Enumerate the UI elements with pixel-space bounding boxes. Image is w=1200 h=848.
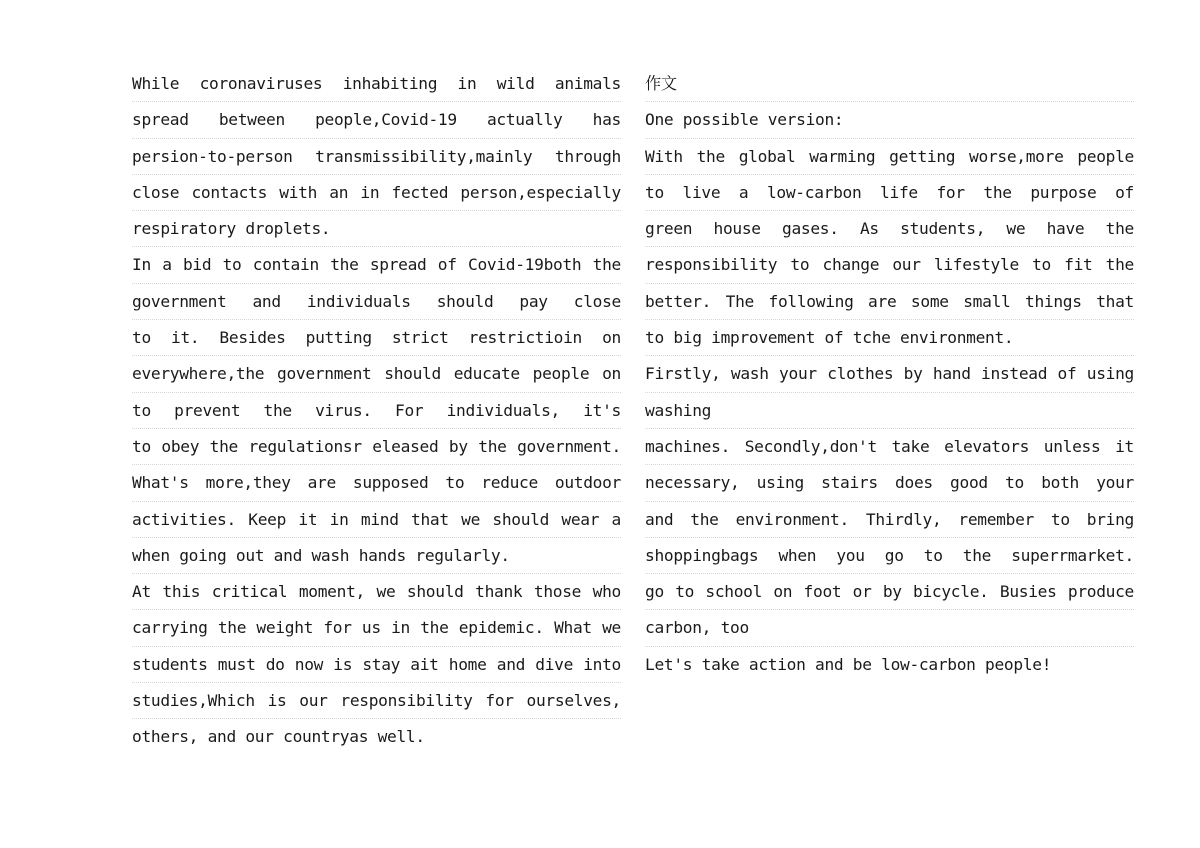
text-line: What's more,they are supposed to reduce outdoor bbox=[132, 465, 621, 501]
text-line: spread between people,Covid-19 actually has bbox=[132, 102, 621, 138]
text-line: close contacts with an in fected person,especially bbox=[132, 175, 621, 211]
text-line: better. The following are some small things that bbox=[645, 284, 1134, 320]
text-line: others, and our countryas well. bbox=[132, 727, 425, 747]
paragraph-2 bbox=[132, 247, 621, 574]
essay-intro: One possible version: bbox=[645, 102, 1134, 138]
text-line: to big improvement of tche environment. bbox=[645, 320, 1134, 356]
text-line: shoppingbags when you go to the superrmarket. bbox=[645, 538, 1134, 574]
text-line: respiratory droplets. bbox=[132, 211, 621, 247]
paragraph-1 bbox=[132, 66, 621, 247]
text-line: In a bid to contain the spread of Covid-19both the bbox=[132, 247, 621, 283]
paragraph-1 bbox=[645, 139, 1134, 357]
essay-heading: 作文 bbox=[645, 66, 1134, 102]
text-line: With the global warming getting worse,more people bbox=[645, 139, 1134, 175]
text-line: to prevent the virus. For individuals, it's bbox=[132, 393, 621, 429]
text-line: to live a low-carbon life for the purpose of bbox=[645, 175, 1134, 211]
text-line: carrying the weight for us in the epidemic. What we bbox=[132, 610, 621, 646]
text-line: to it. Besides putting strict restrictioin on bbox=[132, 320, 621, 356]
text-line: necessary, using stairs does good to both your bbox=[645, 465, 1134, 501]
paragraph-2 bbox=[645, 356, 1134, 646]
text-line: green house gases. As students, we have the bbox=[645, 211, 1134, 247]
text-line: and the environment. Thirdly, remember to bring bbox=[645, 502, 1134, 538]
text-line: activities. Keep it in mind that we should wear a bbox=[132, 502, 621, 538]
paragraph-3 bbox=[645, 647, 1134, 683]
text-line: government and individuals should pay close bbox=[132, 284, 621, 320]
text-line: carbon, too bbox=[645, 610, 1134, 646]
text-line: everywhere,the government should educate people on bbox=[132, 356, 621, 392]
text-line: students must do now is stay ait home and dive into bbox=[132, 647, 621, 683]
text-line: machines. Secondly,don't take elevators unless it bbox=[645, 429, 1134, 465]
text-line: Let's take action and be low-carbon people! bbox=[645, 654, 1052, 674]
paragraph-3 bbox=[132, 574, 621, 755]
text-line: persion-to-person transmissibility,mainly through bbox=[132, 139, 621, 175]
text-line: when going out and wash hands regularly. bbox=[132, 538, 621, 574]
text-line: responsibility to change our lifestyle to fit the bbox=[645, 247, 1134, 283]
text-line: At this critical moment, we should thank those who bbox=[132, 574, 621, 610]
text-line: While coronaviruses inhabiting in wild animals bbox=[132, 66, 621, 102]
text-line: go to school on foot or by bicycle. Busies produce bbox=[645, 574, 1134, 610]
text-line: Firstly, wash your clothes by hand instead of using bbox=[645, 356, 1134, 392]
text-line: to obey the regulationsr eleased by the government. bbox=[132, 429, 621, 465]
text-line: washing bbox=[645, 393, 1134, 429]
text-line: studies,Which is our responsibility for ourselves, bbox=[132, 683, 621, 719]
right-column bbox=[645, 66, 1134, 683]
left-column bbox=[132, 66, 621, 756]
